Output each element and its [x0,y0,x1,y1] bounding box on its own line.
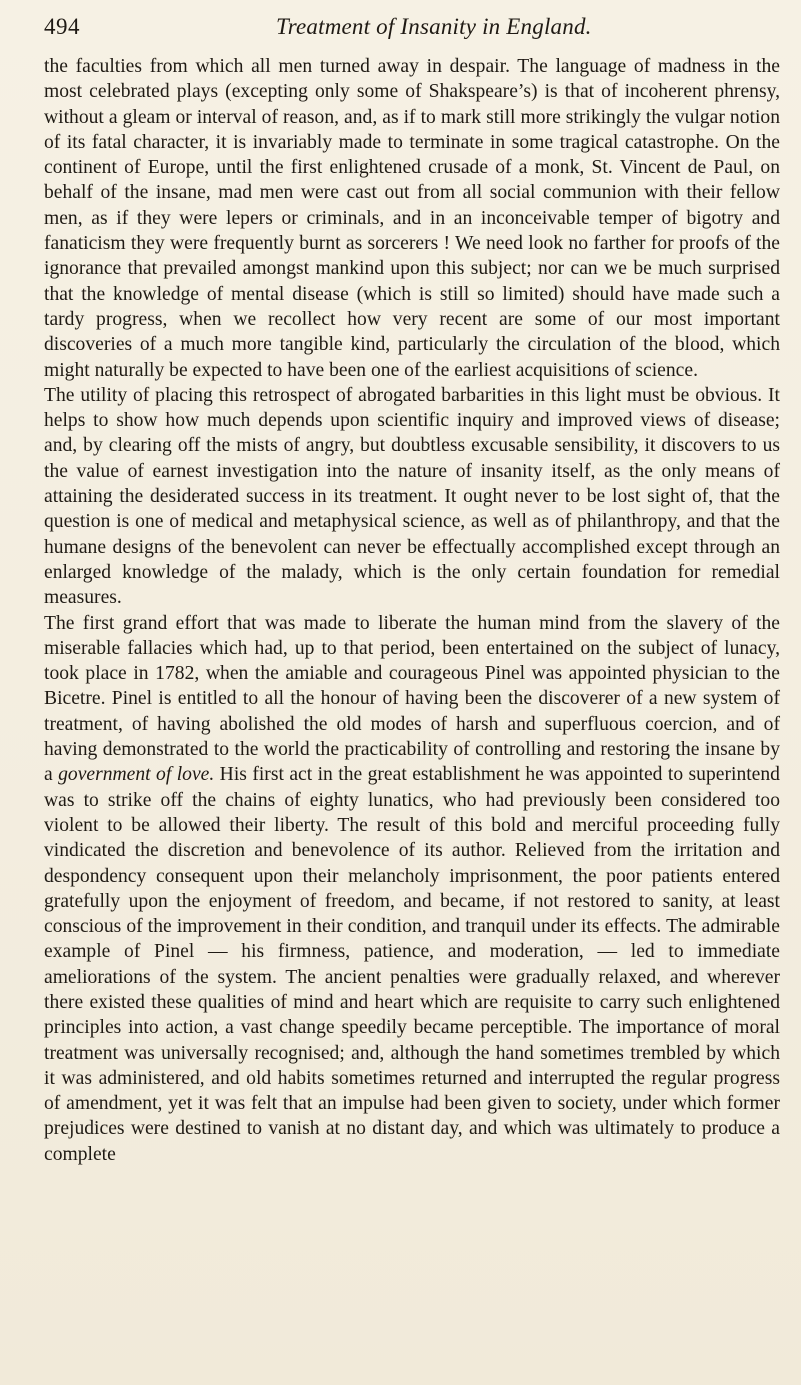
page-header [44,14,773,44]
paragraph-3-text-before: The first grand effort that was made to liberate the human mind from the slavery of the miserable fallacies which had, up to that period, been entertained on the subject of lunacy, took place in 1782, when the amiable and courageous Pinel was appointed physician to the Bicetre. Pinel is entitled to all the honour of having been the discoverer of a new system of treatment, of having abolished the old modes of harsh and superfluous coercion, and of having demonstrated to the world the practicability of controlling and restoring the insane by a [44,612,780,786]
body-text [44,54,780,1167]
paragraph-3 [44,611,780,1168]
page-number: 494 [44,14,80,39]
running-title: Treatment of Insanity in England. [276,14,592,39]
paragraph-2: The utility of placing this retrospect of abrogated barbarities in this light must be obvious. It helps to show how much depends upon scientific inquiry and improved views of disease; and, by clearing off the mists of angry, but doubtless excusable sensibility, it discovers to us the value of earnest investigation into the nature of insanity itself, as the only means of attaining the desiderated success in its treatment. It ought never to be lost sight of, that the question is one of medical and metaphysical science, as well as of philanthropy, and that the humane designs of the benevolent can never be effectually accomplished except through an enlarged knowledge of the malady, which is the only certain foundation for remedial measures. [44,384,780,609]
paragraph-3-emphasis: government of love. [58,764,215,786]
paragraph-1: the faculties from which all men turned away in despair. The language of madness in the most celebrated plays (excepting only some of Shakspeare’s) is that of incoherent phrensy, without a gleam or interval of reason, and, as if to mark still more strikingly the vulgar notion of its fatal character, it is invariably made to terminate in some tragical catastrophe. On the continent of Europe, until the first enlightened crusade of a monk, St. Vincent de Paul, on behalf of the insane, mad men were cast out from all social communion with their fellow men, as if they were lepers or criminals, and in an inconceivable temper of bigotry and fanaticism they were frequently burnt as sorcerers ! We need look no farther for proofs of the ignorance that prevailed amongst mankind upon this subject; nor can we be much surprised that the knowledge of mental disease (which is still so limited) should have made such a tardy progress, when we recollect how very recent are some of our most important discoveries of a much more tangible kind, particularly the circulation of the blood, which might naturally be expected to have been one of the earliest acquisitions of science. [44,56,780,381]
paragraph-3-text-after: His first act in the great establishment he was appointed to superintend was to strike off the chains of eighty lunatics, who had previously been considered too violent to be allowed their liberty. The result of this bold and merciful proceeding fully vindicated the discretion and benevolence of its author. Relieved from the irritation and despondency consequent upon their melancholy imprisonment, the poor patients entered gratefully upon the enjoyment of freedom, and became, if not restored to sanity, at least conscious of the improvement in their condition, and tranquil under its effects. The admirable example of Pinel — his firmness, patience, and moderation, — led to immediate ameliorations of the system. The ancient penalties were gradually relaxed, and wherever there existed these qualities of mind and heart which are requisite to carry such enlightened principles into action, a vast change speedily became perceptible. The importance of moral treatment was universally recognised; and, although the hand sometimes trembled by which it was administered, and old habits sometimes returned and interrupted the regular progress of amendment, yet it was felt that an impulse had been given to society, under which former prejudices were destined to vanish at no distant day, and which was ultimately to produce a complete [44,764,780,1165]
